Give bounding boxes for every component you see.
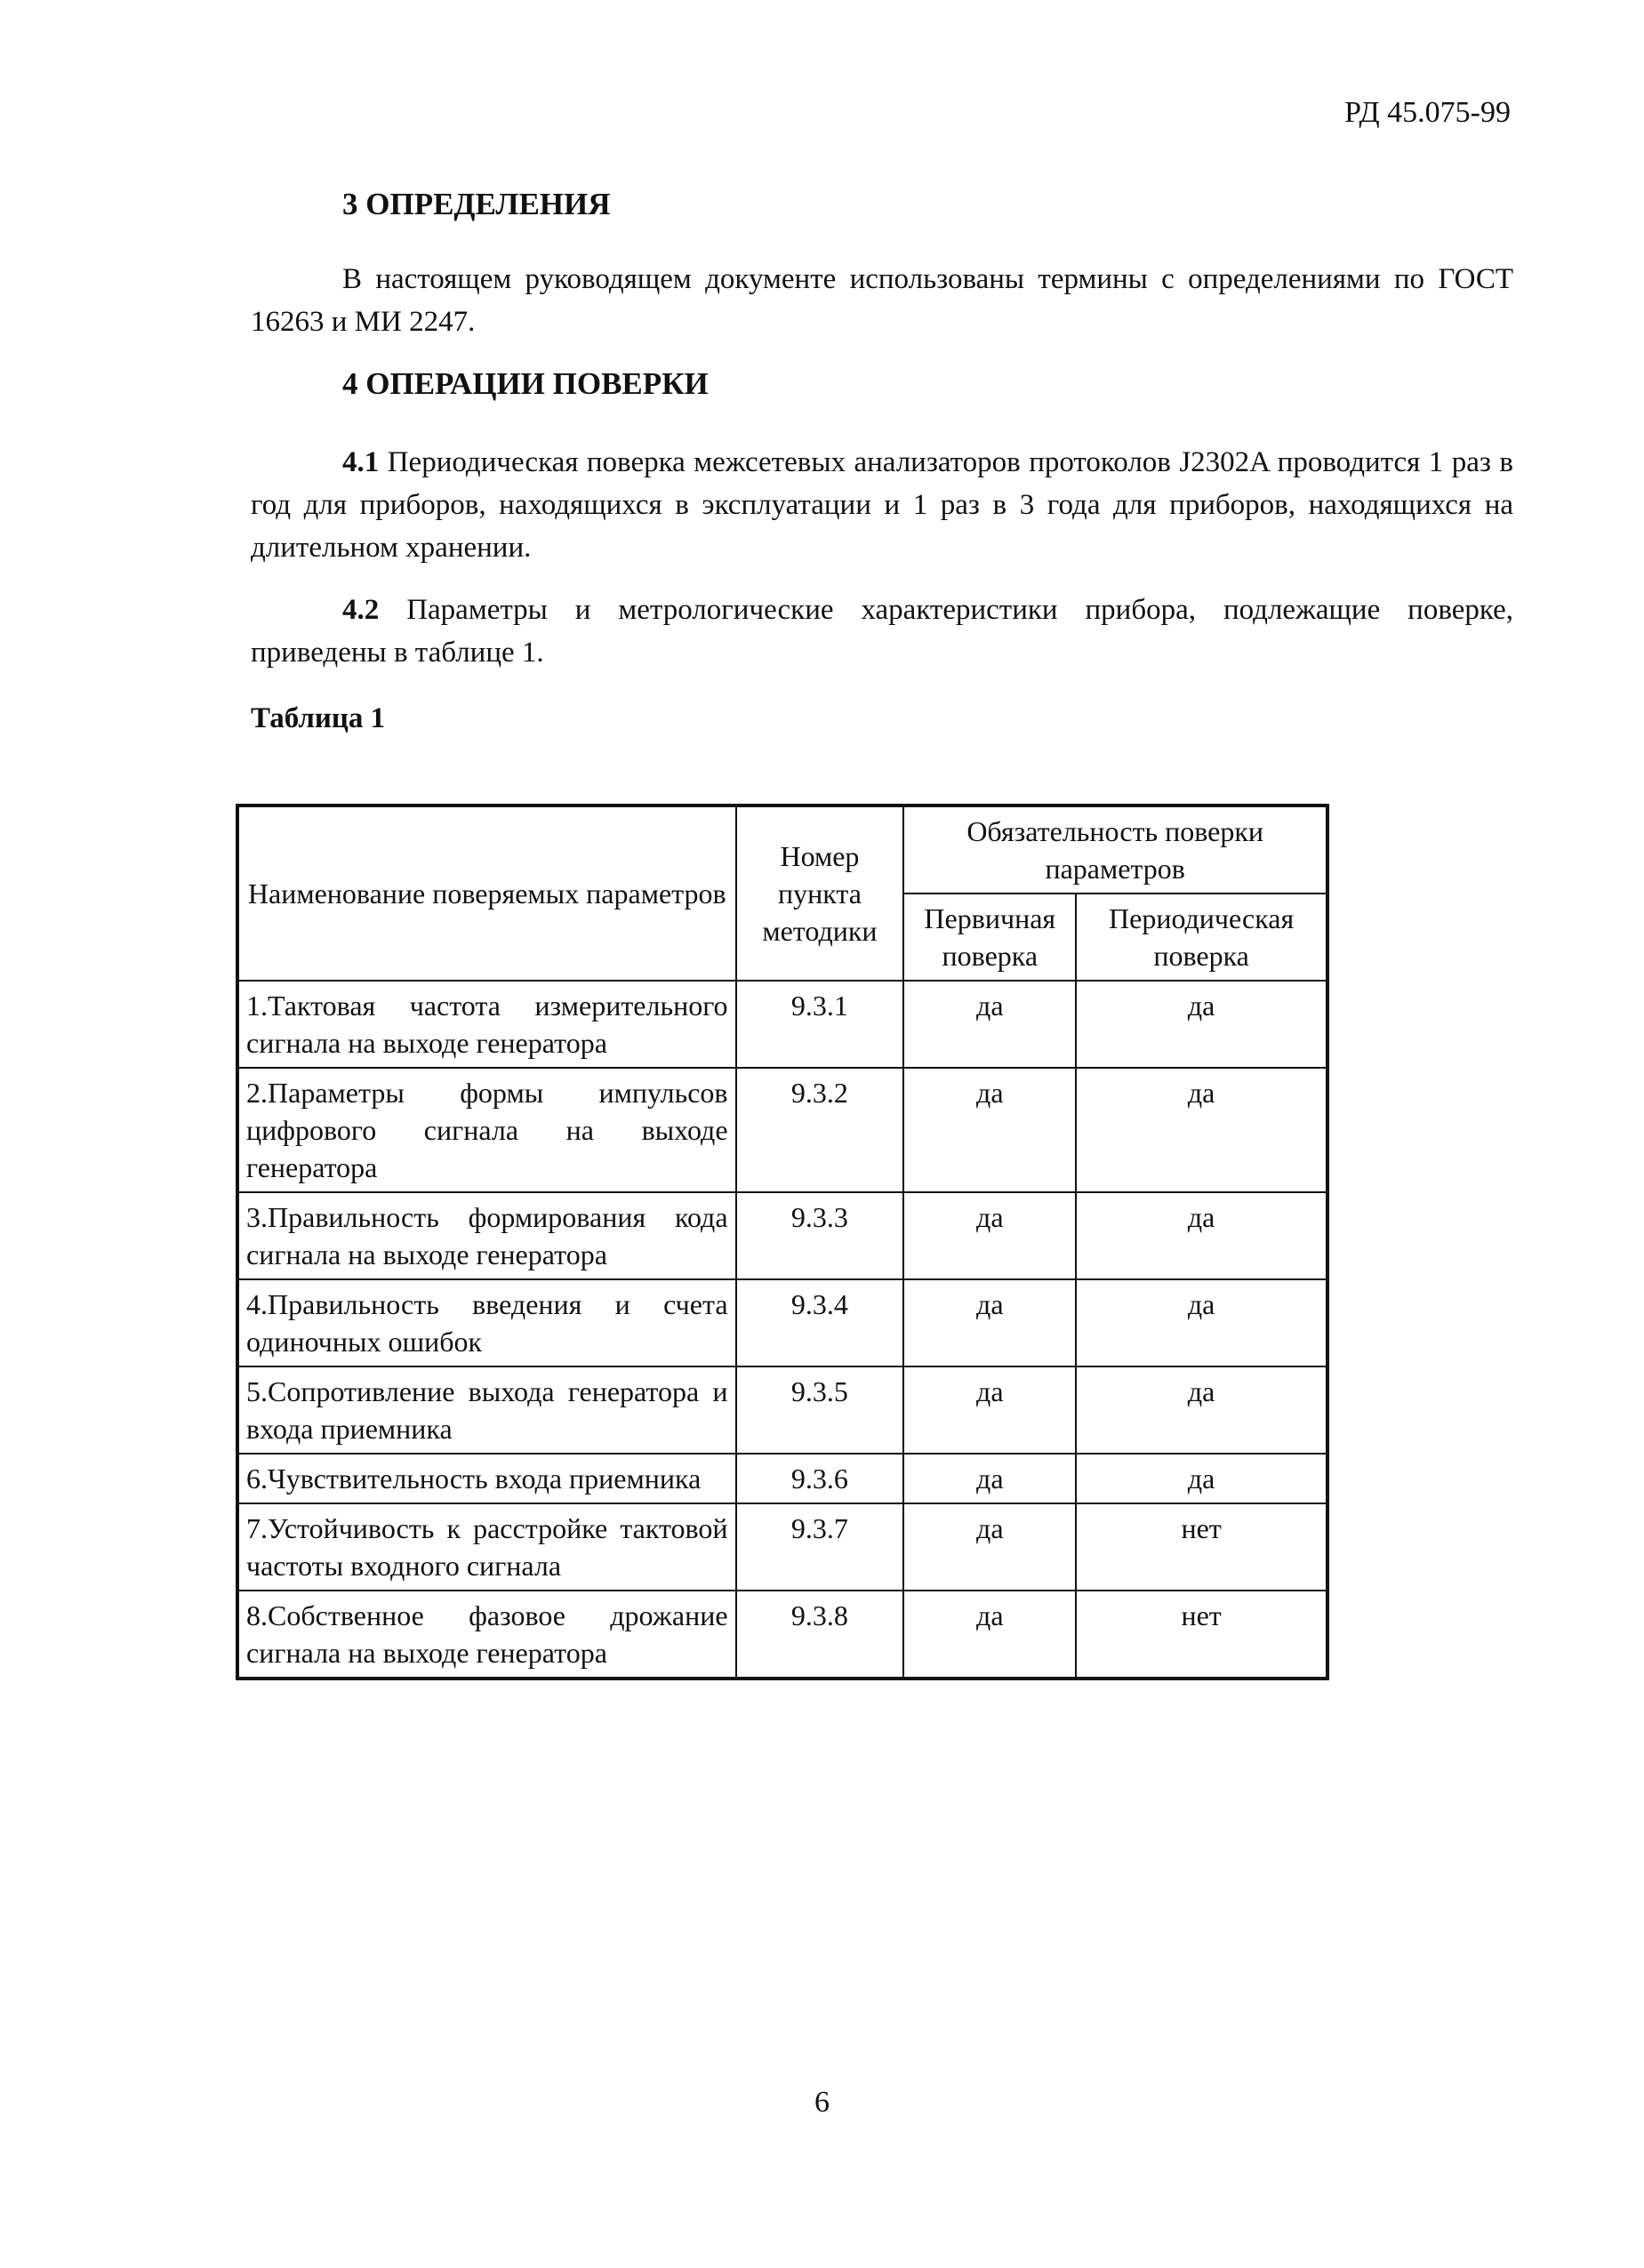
header-method-number: Номер пункта методики: [736, 805, 904, 981]
paragraph-4-2-text: Параметры и метрологические характеристики прибора, подлежащие поверке, приведены в таблице 1.: [251, 594, 1513, 669]
periodic-check-cell: нет: [1076, 1503, 1327, 1591]
method-number-cell: 9.3.7: [736, 1503, 904, 1591]
table-row: [237, 1454, 1327, 1503]
parameter-name-cell: 2.Параметры формы импульсов цифрового сигнала на выходе генератора: [237, 1068, 736, 1192]
parameters-table: [236, 804, 1329, 1680]
method-number-cell: 9.3.4: [736, 1279, 904, 1366]
parameter-name-cell: 6.Чувствительность входа приемника: [237, 1454, 736, 1503]
primary-check-cell: да: [903, 1192, 1076, 1279]
method-number-cell: 9.3.1: [736, 981, 904, 1068]
table-row: [237, 1503, 1327, 1591]
paragraph-4-2: [251, 589, 1513, 674]
parameter-name-cell: 1.Тактовая частота измерительного сигнала на выходе генератора: [237, 981, 736, 1068]
document-code: РД 45.075-99: [1344, 96, 1511, 129]
periodic-check-cell: да: [1076, 1068, 1327, 1192]
section-3-heading: 3 ОПРЕДЕЛЕНИЯ: [342, 187, 611, 221]
section-4-heading: 4 ОПЕРАЦИИ ПОВЕРКИ: [342, 366, 709, 401]
paragraph-4-1-number: 4.1: [342, 446, 380, 478]
paragraph-4-1-text: Периодическая поверка межсетевых анализаторов протоколов J2302A проводится 1 раз в год для приборов, находящихся в эксплуатации и 1 раз в 3 года для приборов, находящихся на длительном хранении.: [251, 446, 1513, 564]
table-row: [237, 1366, 1327, 1454]
primary-check-cell: да: [903, 1503, 1076, 1591]
primary-check-cell: да: [903, 1366, 1076, 1454]
paragraph-4-2-number: 4.2: [342, 594, 380, 626]
table-row: [237, 1068, 1327, 1192]
primary-check-cell: да: [903, 1591, 1076, 1679]
primary-check-cell: да: [903, 1068, 1076, 1192]
parameter-name-cell: 4.Правильность введения и счета одиночных ошибок: [237, 1279, 736, 1366]
parameter-name-cell: 8.Собственное фазовое дрожание сигнала на выходе генератора: [237, 1591, 736, 1679]
primary-check-cell: да: [903, 981, 1076, 1068]
periodic-check-cell: да: [1076, 1454, 1327, 1503]
table-row: [237, 1279, 1327, 1366]
primary-check-cell: да: [903, 1454, 1076, 1503]
method-number-cell: 9.3.3: [736, 1192, 904, 1279]
method-number-cell: 9.3.2: [736, 1068, 904, 1192]
parameter-name-cell: 7.Устойчивость к расстройке тактовой частоты входного сигнала: [237, 1503, 736, 1591]
method-number-cell: 9.3.8: [736, 1591, 904, 1679]
periodic-check-cell: да: [1076, 1366, 1327, 1454]
paragraph-4-1: [251, 441, 1513, 569]
header-obligation: Обязательность поверки параметров: [903, 805, 1327, 894]
parameter-name-cell: 5.Сопротивление выхода генератора и входа приемника: [237, 1366, 736, 1454]
table-row: [237, 981, 1327, 1068]
method-number-cell: 9.3.6: [736, 1454, 904, 1503]
header-parameter-name: Наименование поверяемых параметров: [237, 805, 736, 981]
primary-check-cell: да: [903, 1279, 1076, 1366]
periodic-check-cell: нет: [1076, 1591, 1327, 1679]
parameter-name-cell: 3.Правильность формирования кода сигнала на выходе генератора: [237, 1192, 736, 1279]
table-row: [237, 1591, 1327, 1679]
section-3-text: В настоящем руководящем документе использованы термины с определениями по ГОСТ 16263 и МИ 2247.: [251, 263, 1513, 338]
header-primary: Первичная поверка: [903, 894, 1076, 981]
table-caption: Таблица 1: [251, 702, 386, 734]
periodic-check-cell: да: [1076, 981, 1327, 1068]
method-number-cell: 9.3.5: [736, 1366, 904, 1454]
header-periodic: Периодическая поверка: [1076, 894, 1327, 981]
table-body: [237, 981, 1327, 1679]
page-number: 6: [814, 2086, 830, 2119]
periodic-check-cell: да: [1076, 1192, 1327, 1279]
periodic-check-cell: да: [1076, 1279, 1327, 1366]
table-row: [237, 1192, 1327, 1279]
